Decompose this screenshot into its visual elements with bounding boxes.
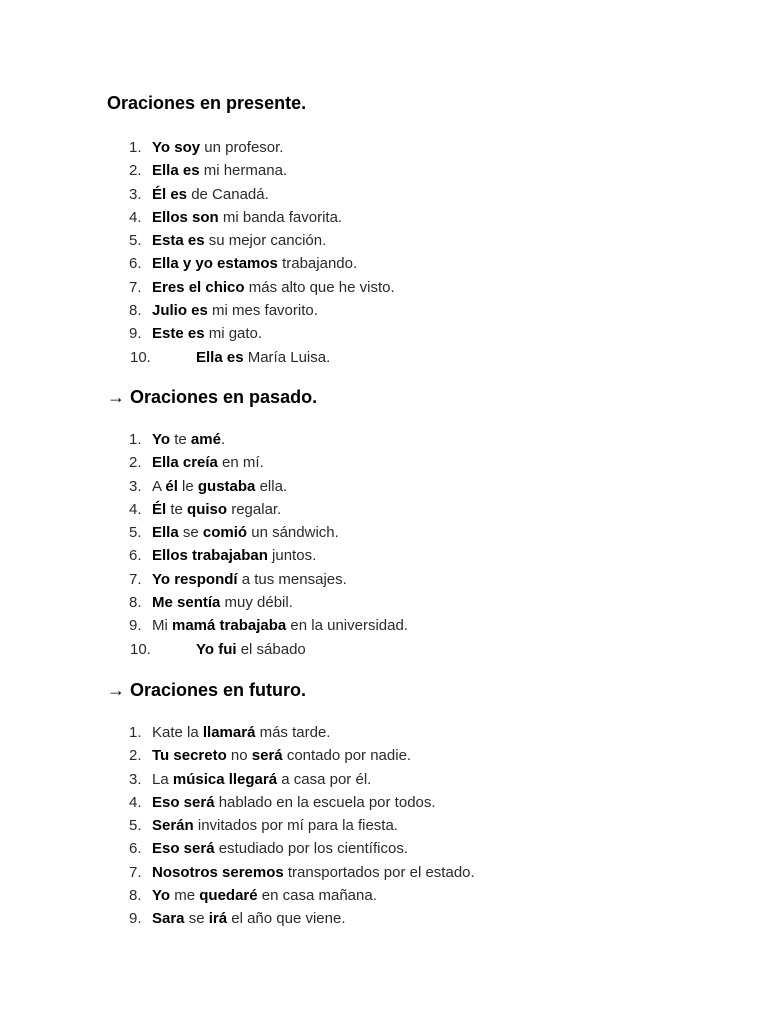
list-item-number: 8.: [129, 302, 142, 320]
text-segment: Kate la: [152, 724, 203, 741]
text-segment: A: [152, 477, 166, 495]
text-segment: se: [178, 524, 203, 542]
list-item-number: 6.: [129, 547, 142, 565]
list-item-number: 3.: [129, 770, 142, 788]
bold-segment: Serán: [152, 817, 194, 835]
list-item-number: 7.: [129, 570, 142, 588]
list-item-number: 6.: [129, 840, 142, 858]
text-segment: en la universidad.: [286, 617, 408, 635]
text-segment: mi banda favorita.: [218, 208, 343, 226]
list-item-number: 9.: [129, 910, 142, 928]
list-item-number: 9.: [129, 617, 142, 635]
text-segment: mi gato.: [204, 325, 263, 343]
list-item-text: [152, 252, 357, 275]
text-segment: hablado en la escuela por todos.: [214, 793, 436, 811]
text-segment: un profesor.: [200, 139, 284, 156]
text-segment: trabajando.: [277, 255, 358, 273]
bold-segment: Él: [152, 500, 167, 518]
bold-segment: Ella: [152, 524, 179, 542]
text-segment: en casa mañana.: [257, 887, 377, 905]
bold-segment: Yo respondí: [152, 570, 238, 588]
list-item-number: 6.: [129, 255, 142, 273]
text-segment: un sándwich.: [247, 524, 339, 542]
text-segment: invitados por mí para la fiesta.: [193, 817, 398, 835]
bold-segment: amé: [190, 431, 221, 448]
bold-segment: Eso será: [152, 840, 215, 858]
bold-segment: Ellos trabajaban: [152, 547, 268, 565]
list-item-text: [152, 498, 281, 521]
list-item-text: [152, 768, 371, 791]
list-item-text: [152, 614, 408, 637]
text-segment: me: [170, 887, 200, 905]
list-item-text: [152, 884, 377, 907]
list-item-text: [152, 814, 398, 837]
bold-segment: Yo fui: [196, 640, 237, 658]
bold-segment: quiso: [187, 500, 228, 518]
bold-segment: Yo: [152, 431, 171, 448]
list-item-number: 1.: [129, 431, 142, 448]
list-item-number: 5.: [129, 817, 142, 835]
bold-segment: Ella es: [152, 162, 200, 180]
list-item-number: 1.: [129, 139, 142, 156]
list-item-text: [152, 229, 326, 252]
text-segment: .: [220, 431, 226, 448]
list-item-number: 2.: [129, 454, 142, 472]
section-title-pasado: → Oraciones en pasado.: [107, 387, 318, 407]
text-segment: su mejor canción.: [204, 232, 327, 250]
bold-segment: Esta es: [152, 232, 205, 250]
bold-segment: irá: [208, 910, 228, 928]
list-item-text: [152, 159, 287, 182]
bold-segment: Nosotros seremos: [152, 863, 284, 881]
list-item-text: [152, 521, 339, 544]
bold-segment: llamará: [202, 724, 256, 741]
text-segment: a tus mensajes.: [237, 570, 347, 588]
text-segment: María Luisa.: [243, 348, 331, 366]
bold-segment: Ella creía: [152, 454, 218, 472]
bold-segment: Él es: [152, 185, 188, 203]
list-item-text: [152, 907, 346, 930]
text-segment: más alto que he visto.: [244, 278, 395, 296]
list-item-text: [152, 591, 293, 614]
text-segment: transportados por el estado.: [283, 863, 475, 881]
list-item-text: [152, 206, 342, 229]
list-item-number: 3.: [129, 185, 142, 203]
list-item-text: [152, 475, 287, 498]
bold-segment: Julio es: [152, 302, 208, 320]
text-segment: regalar.: [227, 500, 282, 518]
list-item-text: [152, 136, 283, 159]
list-item-text: [152, 299, 318, 322]
list-item-number: 7.: [129, 278, 142, 296]
bold-segment: Yo soy: [152, 139, 201, 156]
list-item-number: 3.: [129, 477, 142, 495]
text-segment: a casa por él.: [277, 770, 372, 788]
bold-segment: Yo: [152, 887, 171, 905]
list-item-text: [152, 861, 475, 884]
bold-segment: Ella es: [196, 348, 244, 366]
text-segment: La: [152, 770, 173, 788]
list-item-text: [152, 744, 411, 767]
list-item-text: [152, 451, 264, 474]
list-item-number: 7.: [129, 863, 142, 881]
list-item-number: 8.: [129, 887, 142, 905]
bold-segment: Este es: [152, 325, 205, 343]
list-item-text: [152, 428, 225, 451]
bold-segment: Eres el chico: [152, 278, 245, 296]
text-segment: te: [166, 500, 188, 518]
bold-segment: Me sentía: [152, 594, 221, 612]
text-segment: Mi: [152, 617, 172, 635]
list-item-text: [152, 837, 408, 860]
bold-segment: comió: [202, 524, 248, 542]
bold-segment: música llegará: [172, 770, 278, 788]
text-segment: te: [170, 431, 191, 448]
list-item-number: 10.: [130, 640, 151, 658]
list-item-number: 4.: [129, 208, 142, 226]
list-item-number: 2.: [129, 747, 142, 765]
text-segment: ella.: [255, 477, 288, 495]
list-item-number: 5.: [129, 524, 142, 542]
list-item-number: 8.: [129, 594, 142, 612]
text-segment: muy débil.: [220, 594, 293, 612]
bold-segment: Sara: [152, 910, 185, 928]
list-item-text: [152, 322, 262, 345]
text-segment: el año que viene.: [227, 910, 346, 928]
bold-segment: Tu secreto: [152, 747, 227, 765]
list-item-text: [152, 183, 269, 206]
bold-segment: Eso será: [152, 793, 215, 811]
list-item-number: 5.: [129, 232, 142, 250]
text-segment: estudiado por los científicos.: [214, 840, 408, 858]
list-item-text: [152, 791, 436, 814]
text-segment: mi mes favorito.: [207, 302, 318, 320]
section-title-futuro: → Oraciones en futuro.: [107, 680, 307, 700]
list-item-number: 9.: [129, 325, 142, 343]
text-segment: mi hermana.: [199, 162, 288, 180]
text-segment: le: [177, 477, 198, 495]
list-item-text: [196, 346, 330, 369]
list-item-number: 1.: [129, 724, 142, 741]
text-segment: más tarde.: [255, 724, 331, 741]
text-segment: no: [226, 747, 252, 765]
list-item-number: 2.: [129, 162, 142, 180]
bold-segment: será: [251, 747, 283, 765]
bold-segment: Ellos son: [152, 208, 219, 226]
bold-segment: quedaré: [199, 887, 258, 905]
list-item-text: [152, 568, 347, 591]
section-title-presente: Oraciones en presente.: [107, 93, 307, 113]
bold-segment: gustaba: [197, 477, 256, 495]
text-segment: contado por nadie.: [282, 747, 412, 765]
list-item-number: 4.: [129, 793, 142, 811]
text-segment: el sábado: [236, 640, 306, 658]
list-item-text: [152, 721, 330, 744]
list-item-text: [196, 638, 306, 661]
text-segment: juntos.: [267, 547, 317, 565]
bold-segment: él: [165, 477, 178, 495]
text-segment: de Canadá.: [187, 185, 269, 203]
bold-segment: mamá trabajaba: [172, 617, 287, 635]
list-item-number: 10.: [130, 348, 151, 366]
list-item-text: [152, 544, 316, 567]
bold-segment: Ella y yo estamos: [152, 255, 278, 273]
list-item-text: [152, 276, 395, 299]
list-item-number: 4.: [129, 500, 142, 518]
text-segment: se: [184, 910, 209, 928]
text-segment: en mí.: [217, 454, 264, 472]
